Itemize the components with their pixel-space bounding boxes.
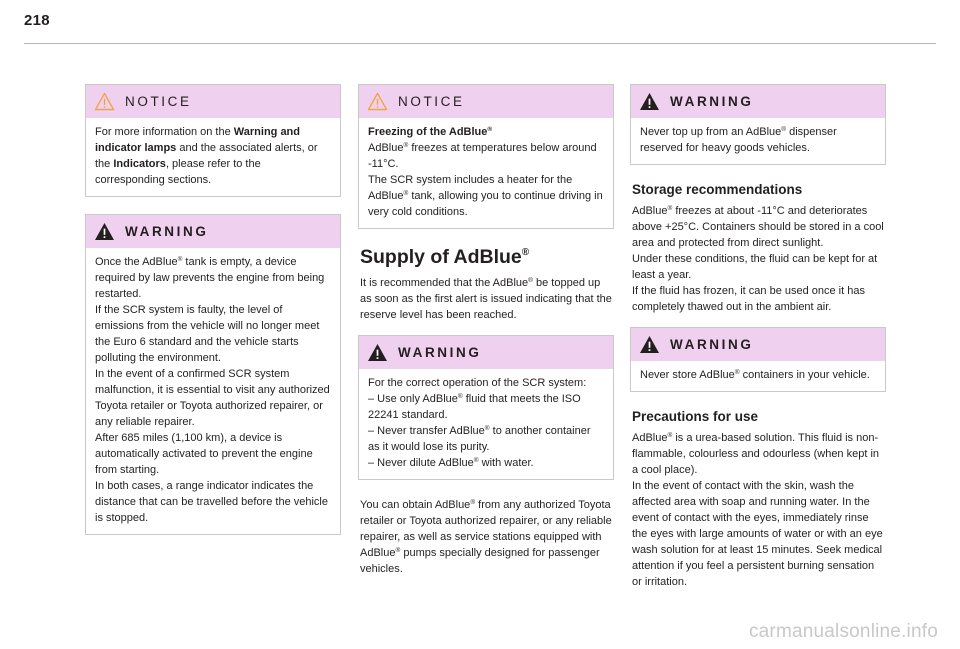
notice-line: AdBlue® freezes at temperatures below around -11°C. — [368, 142, 597, 170]
notice-triangle-icon — [94, 92, 115, 111]
warning-body — [359, 369, 613, 479]
warning-triangle-icon — [367, 343, 388, 362]
precautions-text: AdBlue® is a urea-based solution. This fluid is non-flammable, colourless and odourless (when kept in a cool place). In the event of contact with the skin, wash the affected area with soap and running water. In the event of contact with the eyes, immediately rinse the eyes with large amounts of water or with an eye wash solution for at least 15 minutes. Seek medical attention if you feel a persistent burning sensation or irritation. — [632, 432, 883, 588]
warning-line: If the SCR system is faulty, the level of emissions from the vehicle will no longer meet the Euro 6 standard and the vehicle starts polluting the environment. — [95, 304, 320, 364]
precautions-heading: Precautions for use — [632, 409, 759, 424]
warning-line: In both cases, a range indicator indicates the distance that can be travelled before the vehicle is stopped. — [95, 480, 328, 524]
column-2 — [358, 84, 614, 577]
warning-header — [631, 85, 885, 118]
column-1 — [85, 84, 341, 552]
warning-header — [631, 328, 885, 361]
page-number: 218 — [24, 12, 50, 29]
warning-title: WARNING — [398, 345, 482, 360]
warning-line: In the event of a confirmed SCR system malfunction, it is essential to visit any authorized Toyota retailer or Toyota authorized repairer, or any reliable repairer. — [95, 368, 330, 428]
warning-box — [630, 84, 886, 165]
notice-line: The SCR system includes a heater for the — [368, 174, 573, 186]
warning-paragraph: Never store AdBlue® containers in your vehicle. — [640, 369, 870, 381]
warning-title: WARNING — [670, 337, 754, 352]
notice-body — [359, 118, 613, 228]
section-paragraph: It is recommended that the AdBlue® be topped up as soon as the first alert is issued indicating that the reserve level has been reached. — [360, 277, 612, 321]
warning-triangle-icon — [639, 92, 660, 111]
warning-triangle-icon — [94, 222, 115, 241]
supply-paragraph: You can obtain AdBlue® from any authorized Toyota retailer or Toyota authorized repairer, or any reliable repairer, as well as service stations equipped with AdBlue® pumps specially designed for passenger vehicles. — [360, 499, 612, 575]
warning-header — [86, 215, 340, 248]
notice-heading: Freezing of the AdBlue® — [368, 126, 493, 138]
warning-line: Once the AdBlue® tank is empty, a device required by law prevents the engine from being restarted. — [95, 256, 325, 300]
section-title: Supply of AdBlue® — [360, 246, 530, 268]
warning-triangle-icon — [639, 335, 660, 354]
warning-list-item: – Use only AdBlue® fluid that meets the ISO 22241 standard. — [368, 393, 581, 421]
storage-text: AdBlue® freezes at about -11°C and deteriorates above +25°C. Containers should be stored in a cool area and protected from direct sunlight. Under these conditions, the fluid can be kept for at least a year. If the fluid has frozen, it can be used once it has completely thawed out in the ambient air. — [632, 205, 884, 313]
warning-header — [359, 336, 613, 369]
warning-box — [630, 327, 886, 392]
header-divider — [24, 43, 936, 44]
column-3 — [630, 84, 886, 590]
notice-box — [358, 84, 614, 229]
storage-heading: Storage recommendations — [632, 182, 803, 197]
warning-body — [86, 248, 340, 534]
notice-title: NOTICE — [125, 94, 192, 109]
warning-line: After 685 miles (1,100 km), a device is automatically activated to prevent the engine from starting. — [95, 432, 313, 476]
notice-title: NOTICE — [398, 94, 465, 109]
warning-paragraph: Never top up from an AdBlue® dispenser reserved for heavy goods vehicles. — [640, 126, 837, 154]
notice-header — [86, 85, 340, 118]
notice-paragraph: For more information on the Warning and indicator lamps and the associated alerts, or the Indicators, please refer to the corresponding sections. — [95, 126, 318, 186]
notice-triangle-icon — [367, 92, 388, 111]
warning-list-item: – Never transfer AdBlue® to another container as it would lose its purity. — [368, 425, 591, 453]
notice-body — [86, 118, 340, 196]
notice-box — [85, 84, 341, 197]
warning-box — [358, 335, 614, 480]
warning-title: WARNING — [125, 224, 209, 239]
warning-body — [631, 361, 885, 391]
warning-body — [631, 118, 885, 164]
notice-line: AdBlue® tank, allowing you to continue driving in very cold conditions. — [368, 190, 603, 218]
warning-title: WARNING — [670, 94, 754, 109]
watermark: carmanualsonline.info — [748, 621, 938, 642]
notice-header — [359, 85, 613, 118]
warning-list-item: – Never dilute AdBlue® with water. — [368, 457, 534, 469]
warning-intro: For the correct operation of the SCR system: — [368, 377, 587, 389]
warning-box — [85, 214, 341, 535]
